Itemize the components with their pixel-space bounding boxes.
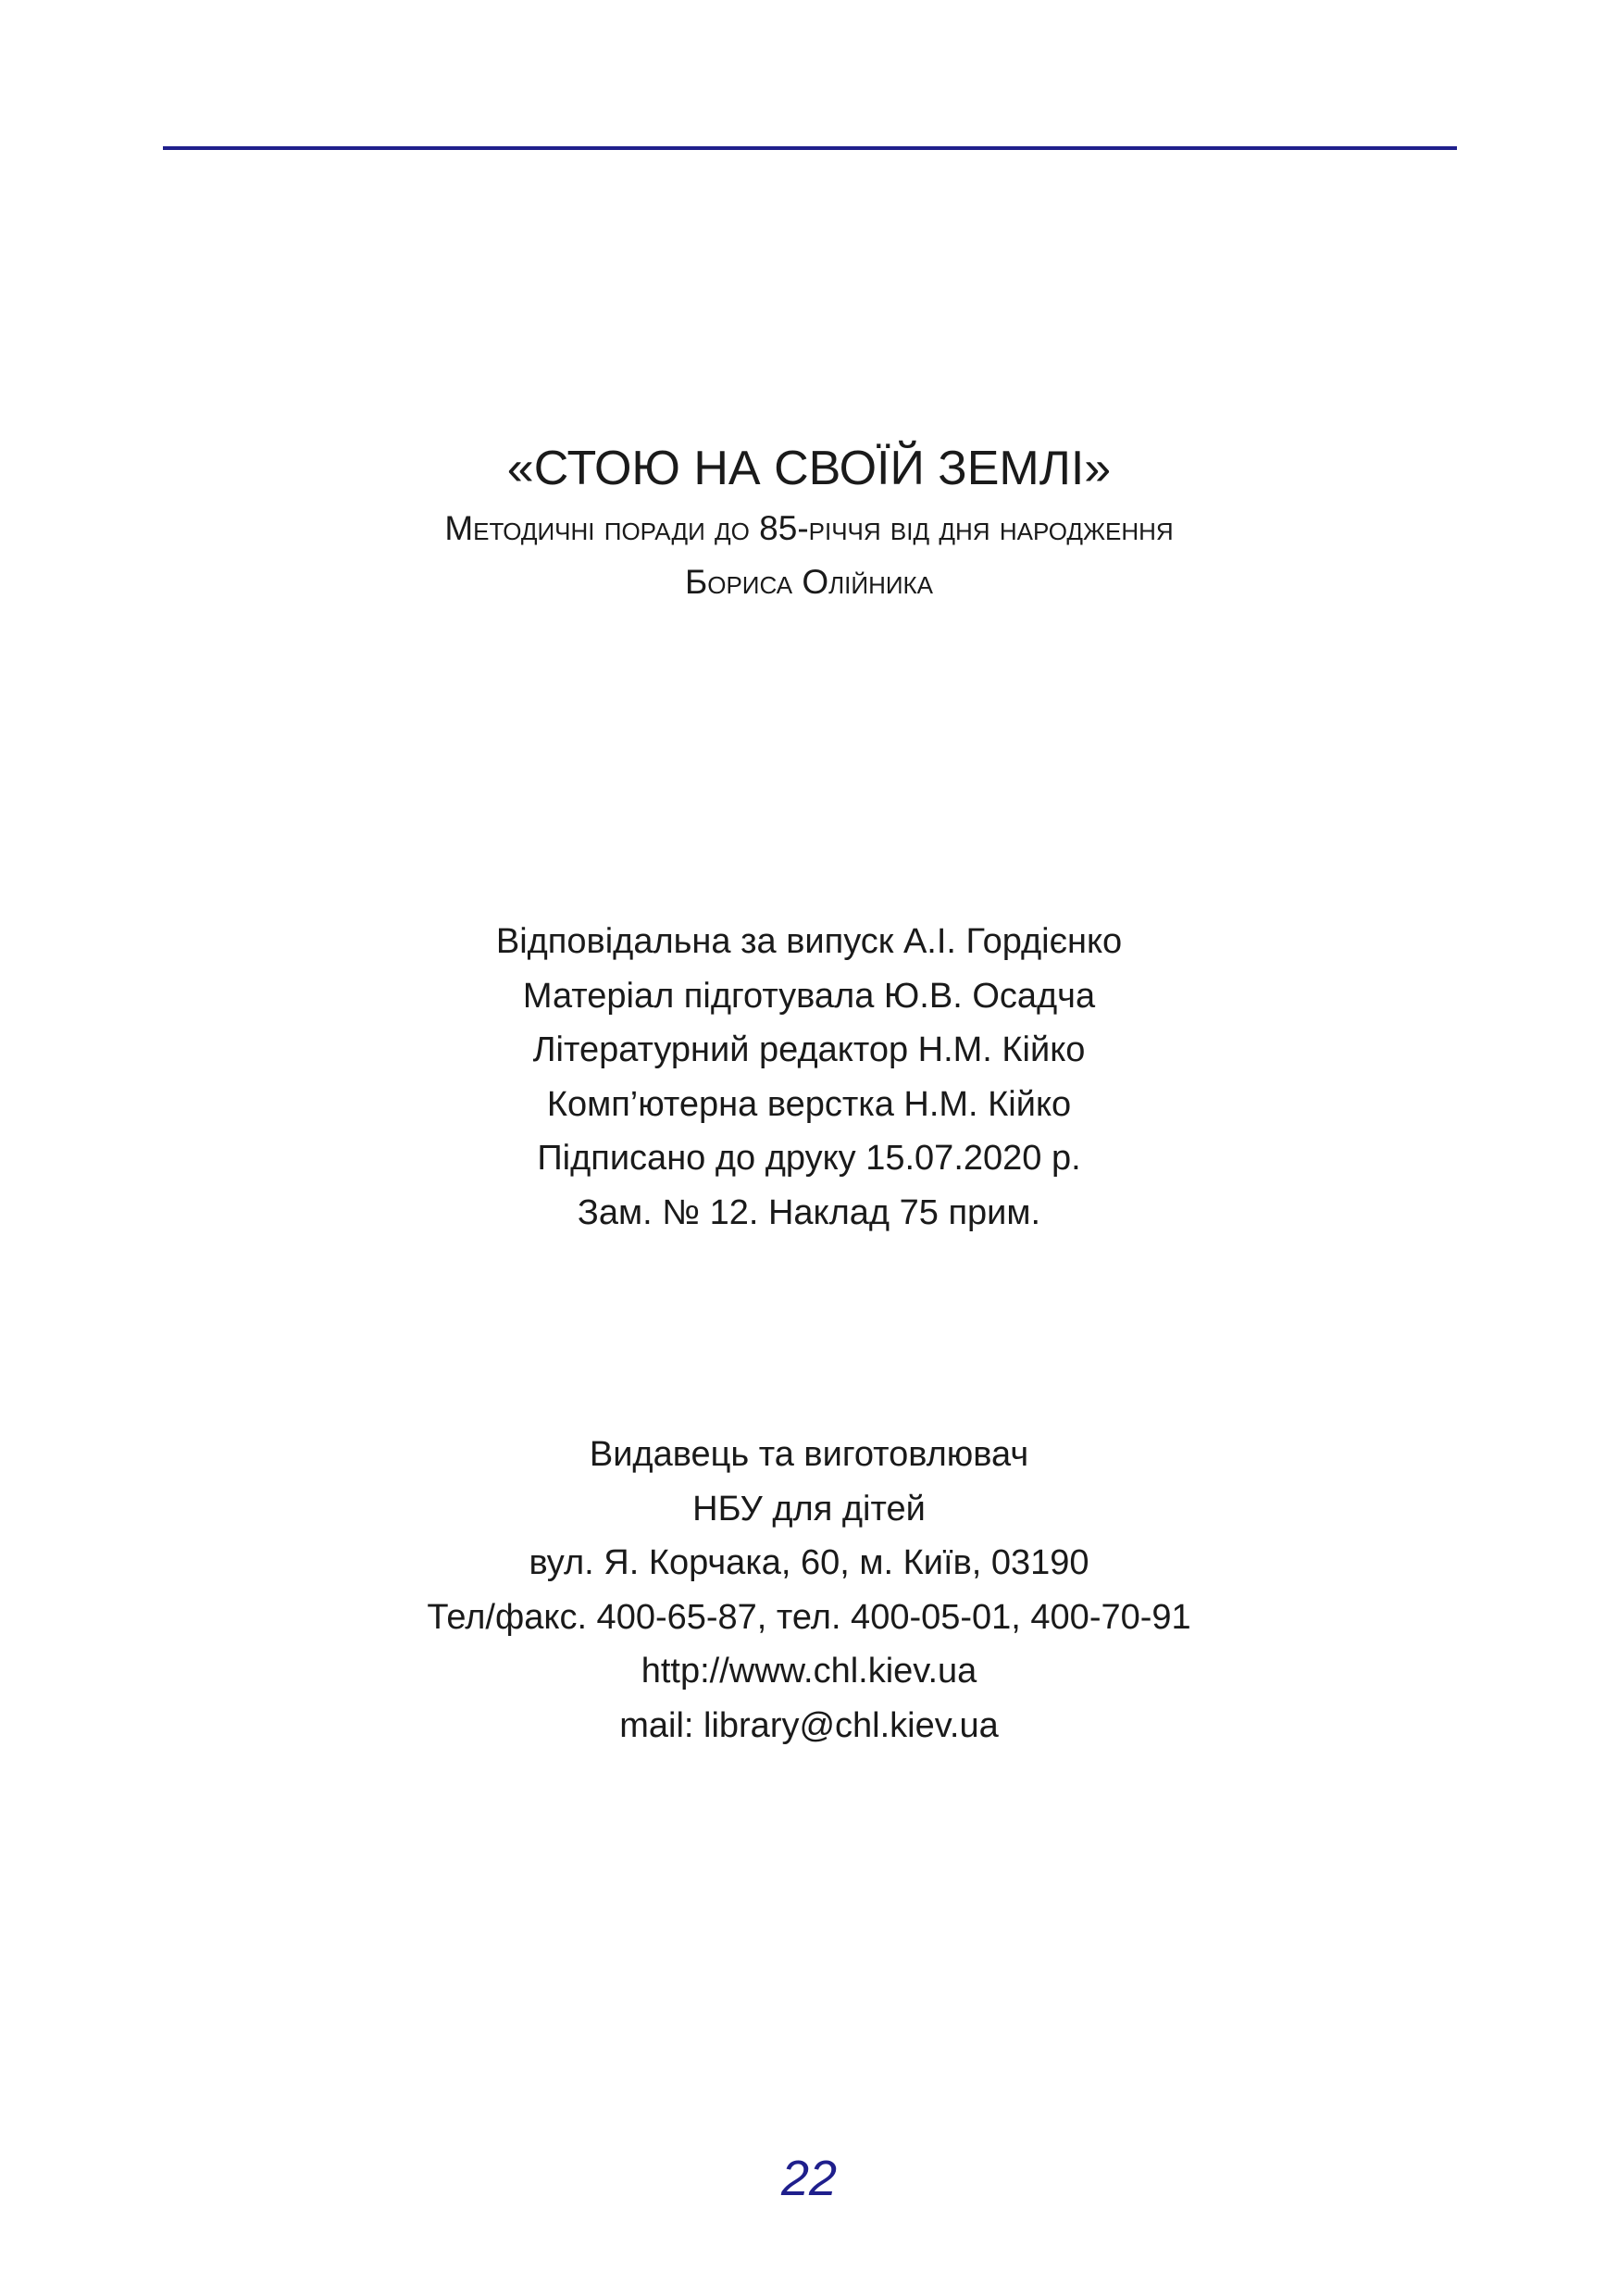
- subtitle-line: Бориса Олійника: [684, 563, 934, 601]
- credits-block: [0, 915, 1618, 1240]
- credit-line: Відповідальна за випуск А.І. Гордієнко: [495, 922, 1123, 961]
- publisher-line: НБУ для дітей: [692, 1489, 926, 1529]
- credit-line: Матеріал підготувала Ю.В. Осадча: [522, 976, 1096, 1016]
- publisher-line: Видавець та виготовлювач: [589, 1435, 1029, 1474]
- publisher-email: mail: library@chl.kiev.ua: [619, 1705, 999, 1745]
- publisher-address: вул. Я. Корчака, 60, м. Київ, 03190: [529, 1543, 1089, 1582]
- publisher-website: http://www.chl.kiev.ua: [641, 1652, 977, 1691]
- credit-line: Підписано до друку 15.07.2020 р.: [537, 1139, 1081, 1178]
- publisher-block: [0, 1428, 1618, 1753]
- subtitle-line: Методичні поради до 85-річчя від дня народження: [444, 509, 1174, 547]
- page-number: 22: [780, 2151, 838, 2206]
- title-block: [0, 435, 1618, 609]
- credit-line: Зам. № 12. Наклад 75 прим.: [577, 1192, 1041, 1232]
- header-rule: [163, 146, 1457, 150]
- publisher-phone: Тел/факс. 400-65-87, тел. 400-05-01, 400-70-91: [427, 1597, 1191, 1637]
- credit-line: Літературний редактор Н.М. Кійко: [532, 1030, 1086, 1069]
- document-title: «СТОЮ НА СВОЇЙ ЗЕМЛІ»: [506, 442, 1112, 495]
- credit-line: Комп’ютерна верстка Н.М. Кійко: [546, 1084, 1072, 1124]
